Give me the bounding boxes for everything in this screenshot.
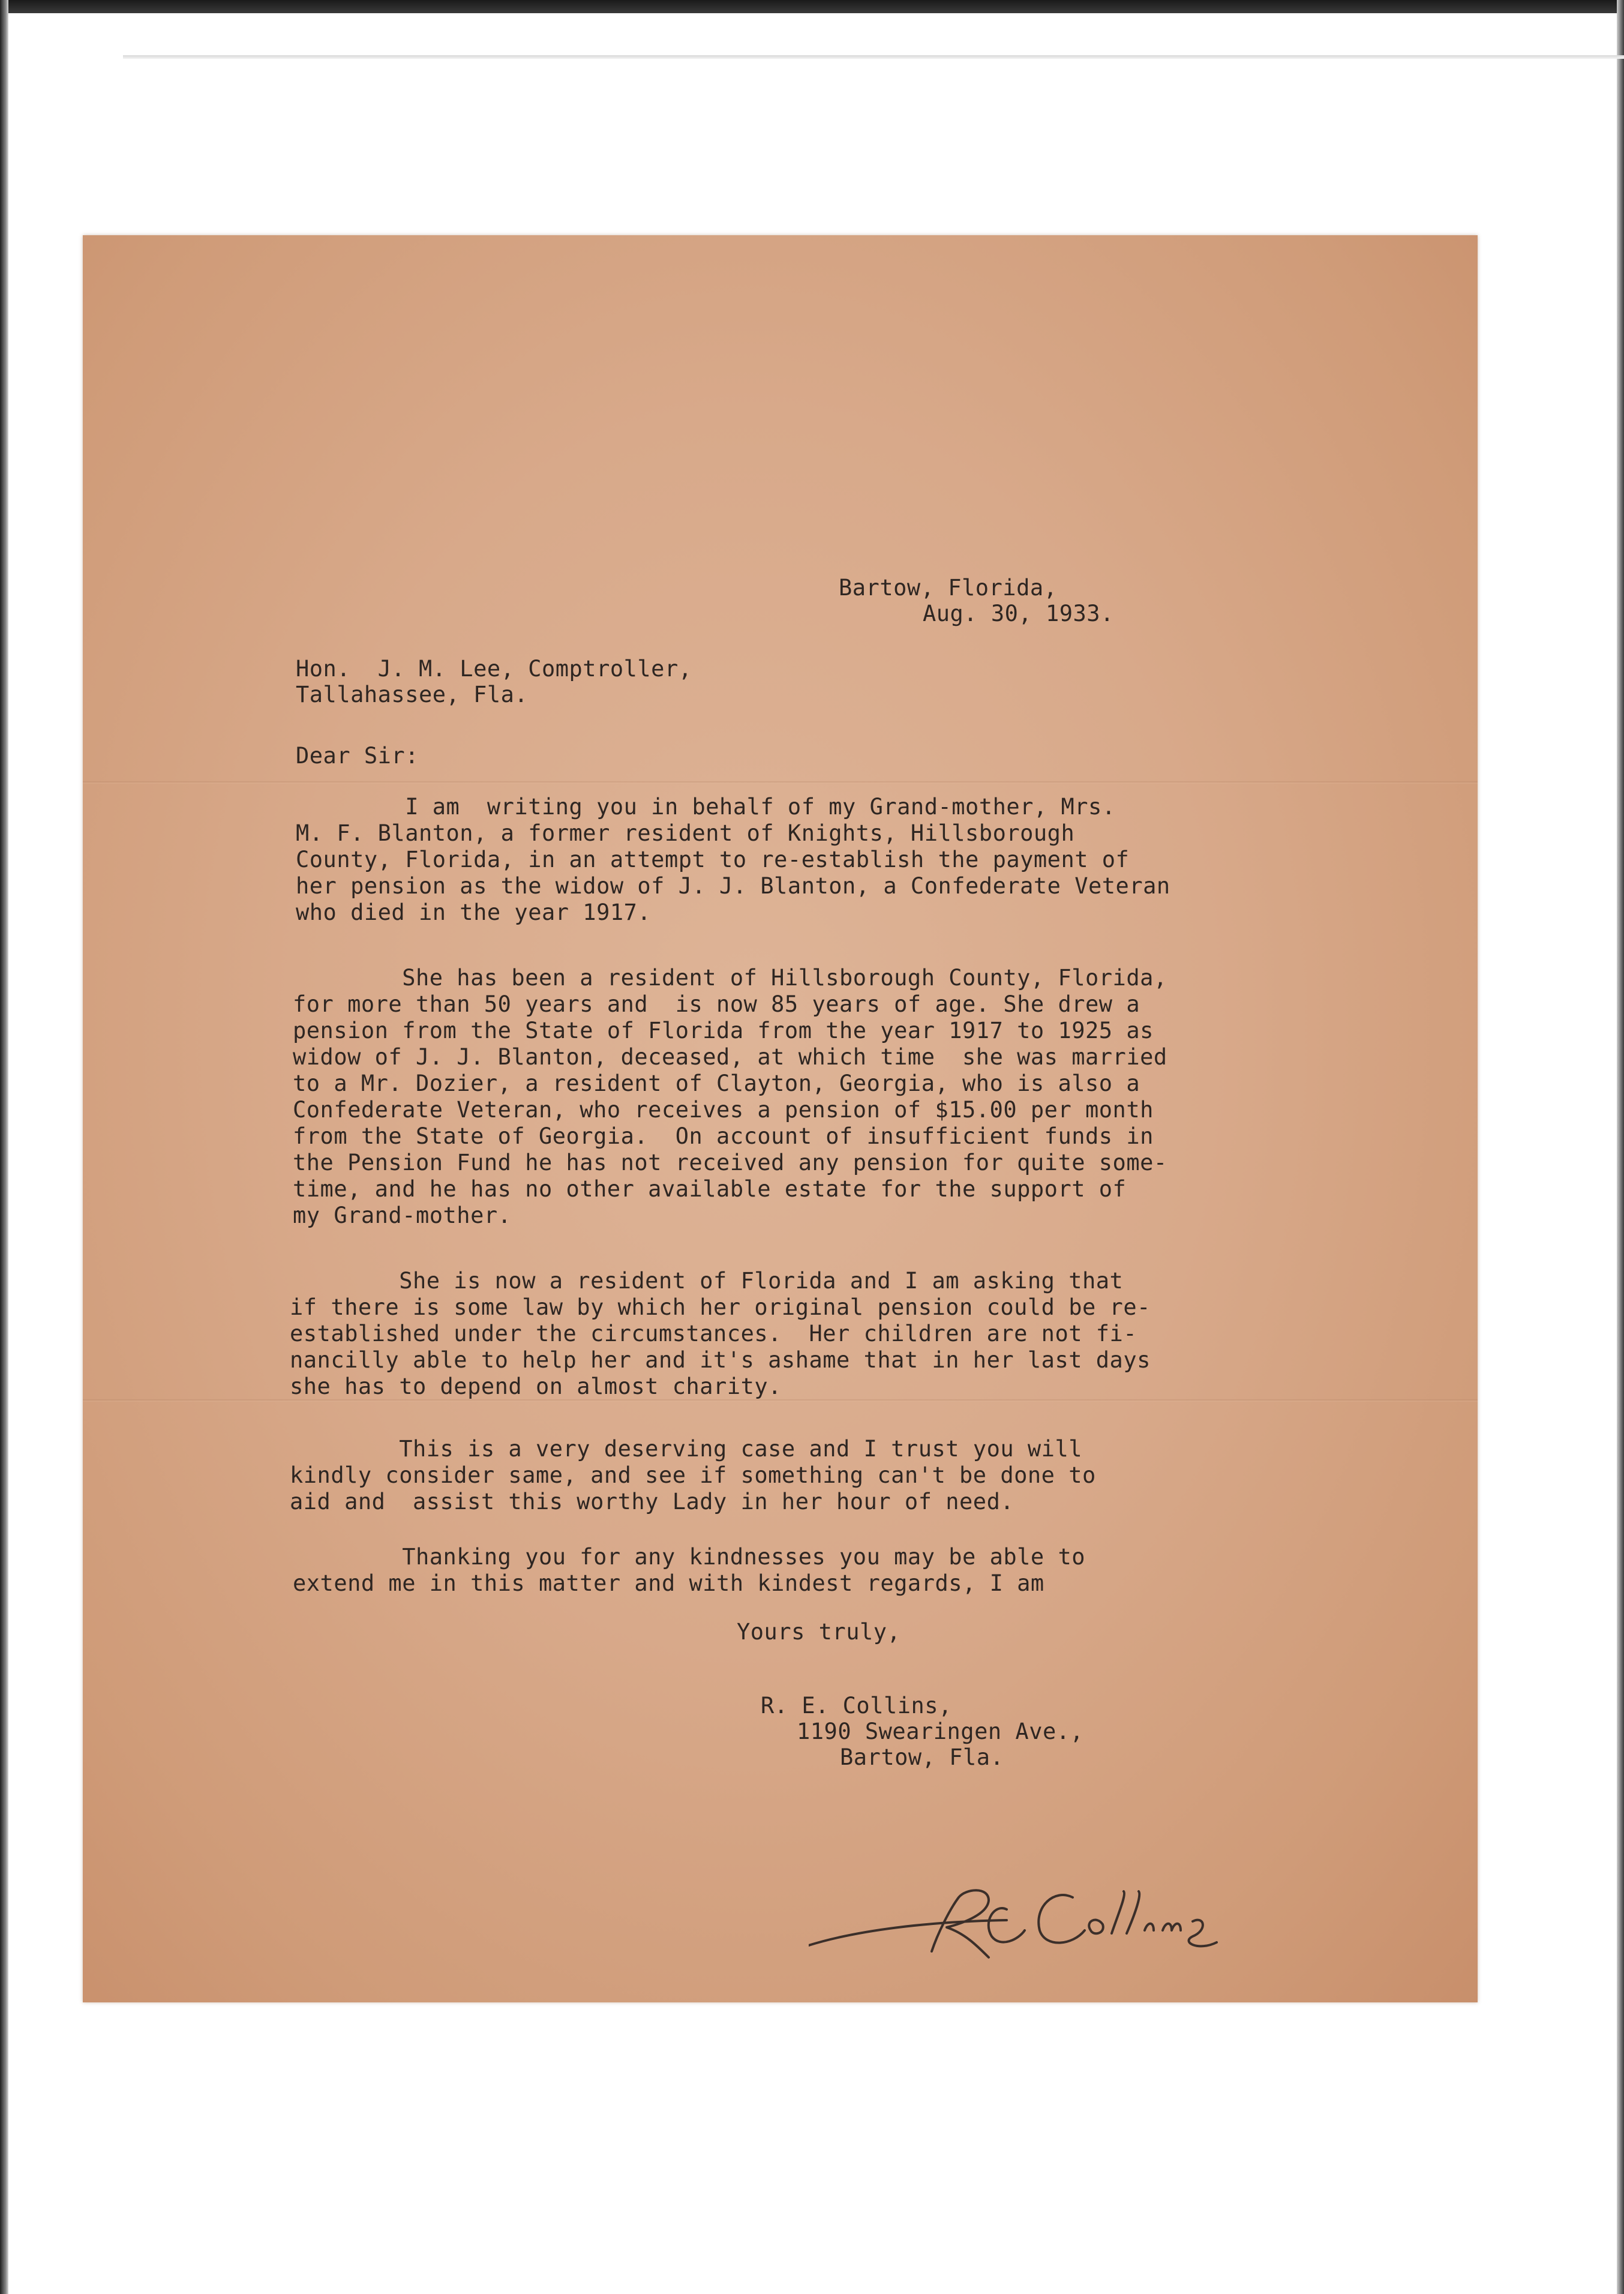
body-line: from the State of Georgia. On account of insufficient funds in (293, 1123, 1154, 1149)
addressee-line: Hon. J. M. Lee, Comptroller, (296, 656, 692, 682)
letter-date: Aug. 30, 1933. (923, 601, 1114, 626)
signer-street: 1190 Swearingen Ave., (797, 1719, 1084, 1744)
body-line: kindly consider same, and see if something can't be done to (290, 1462, 1096, 1488)
body-line: extend me in this matter and with kindest regards, I am (293, 1570, 1044, 1596)
body-line: M. F. Blanton, a former resident of Knights, Hillsborough (296, 820, 1075, 846)
body-line: pension from the State of Florida from the year 1917 to 1925 as (293, 1018, 1154, 1043)
body-line: for more than 50 years and is now 85 years of age. She drew a (293, 991, 1140, 1017)
signer-name: R. E. Collins, (761, 1693, 952, 1719)
body-line: nancilly able to help her and it's ashame that in her last days (290, 1347, 1151, 1373)
body-line: She is now a resident of Florida and I am asking that (290, 1268, 1124, 1294)
scanner-edge-left (0, 0, 8, 2294)
signer-city: Bartow, Fla. (840, 1744, 1004, 1770)
sleeve-edge (123, 55, 1624, 59)
addressee-line: Tallahassee, Fla. (296, 682, 529, 707)
salutation: Dear Sir: (296, 743, 419, 769)
fold-line (83, 781, 1478, 784)
body-line: if there is some law by which her original pension could be re- (290, 1294, 1151, 1320)
body-line: aid and assist this worthy Lady in her hour of need. (290, 1489, 1014, 1515)
body-line: the Pension Fund he has not received any pension for quite some- (293, 1150, 1167, 1176)
body-line: County, Florida, in an attempt to re-establish the payment of (296, 847, 1130, 872)
letter-paper (83, 235, 1478, 2002)
body-line: Thanking you for any kindnesses you may be able to (293, 1544, 1086, 1570)
body-line: my Grand-mother. (293, 1203, 512, 1228)
body-line: established under the circumstances. Her children are not fi- (290, 1321, 1137, 1347)
signature (809, 1873, 1229, 1975)
scanner-edge-top (0, 0, 1624, 13)
closing: Yours truly, (737, 1619, 901, 1645)
body-line: This is a very deserving case and I trust you will (290, 1436, 1083, 1462)
body-line: to a Mr. Dozier, a resident of Clayton, Georgia, who is also a (293, 1070, 1140, 1096)
body-line: her pension as the widow of J. J. Blanton, a Confederate Veteran (296, 873, 1170, 899)
body-line: she has to depend on almost charity. (290, 1374, 782, 1399)
letter-place: Bartow, Florida, (839, 575, 1058, 601)
body-line: time, and he has no other available estate for the support of (293, 1176, 1127, 1202)
body-line: Confederate Veteran, who receives a pension of $15.00 per month (293, 1097, 1154, 1123)
body-line: who died in the year 1917. (296, 899, 652, 925)
scanner-edge-right (1617, 0, 1624, 2294)
body-line: I am writing you in behalf of my Grand-mother, Mrs. (296, 794, 1116, 820)
body-line: She has been a resident of Hillsborough County, Florida, (293, 965, 1167, 991)
body-line: widow of J. J. Blanton, deceased, at which time she was married (293, 1044, 1167, 1070)
